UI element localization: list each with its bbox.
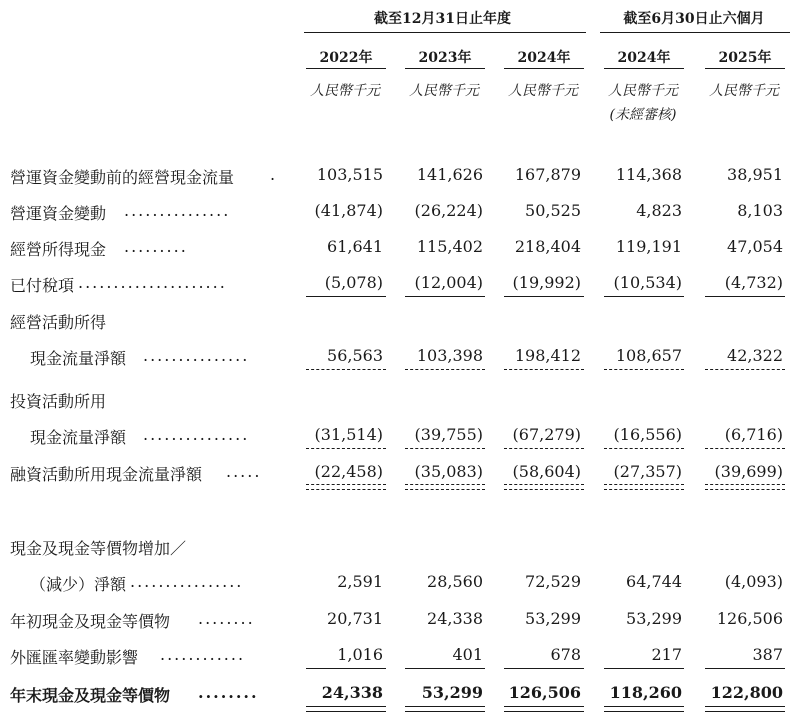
cell-value: 4,823	[636, 201, 682, 220]
year-header-rule	[705, 68, 785, 69]
cell-value: 167,879	[514, 165, 581, 184]
dot-leader: ...............	[143, 425, 250, 444]
group-header-rule	[304, 32, 586, 33]
cell-value: (39,699)	[714, 462, 783, 481]
cell-value: (35,083)	[414, 462, 483, 481]
cell-value: 53,299	[626, 609, 682, 628]
subtotal-rule	[504, 668, 584, 669]
year-header: 2024年	[617, 50, 671, 66]
cell-value: (4,093)	[724, 572, 783, 591]
dot-leader: ...............	[124, 201, 231, 220]
cell-value-total: 24,338	[321, 683, 383, 702]
year-header: 2025年	[718, 50, 772, 66]
cell-value: (10,534)	[613, 273, 682, 292]
cell-value: 72,529	[525, 572, 581, 591]
grand-total-rule	[604, 706, 684, 712]
row-label: 投資活動所用	[10, 392, 107, 411]
cell-value: 198,412	[514, 346, 581, 365]
cell-value: (4,732)	[724, 273, 783, 292]
row-label: 現金流量淨額	[30, 349, 127, 368]
row-label: （減少）淨額	[30, 575, 127, 594]
subtotal-rule	[604, 668, 684, 669]
row-label: 已付稅項	[10, 276, 75, 295]
cell-value-total: 126,506	[508, 683, 581, 702]
cell-value-total: 122,800	[710, 683, 783, 702]
cell-value: 28,560	[427, 572, 483, 591]
cell-value: 24,338	[427, 609, 483, 628]
row-label: 現金及現金等價物增加／	[10, 539, 187, 558]
cell-value: (12,004)	[414, 273, 483, 292]
subtotal-rule	[705, 369, 785, 370]
cell-value: (5,078)	[324, 273, 383, 292]
row-label: 經營所得現金	[10, 240, 107, 259]
subtotal-rule	[604, 296, 684, 297]
year-header-rule	[504, 68, 584, 69]
cell-value: 114,368	[615, 165, 682, 184]
dot-leader: ........	[198, 683, 259, 702]
group-header-rule	[600, 32, 790, 33]
cell-value-total: 118,260	[609, 683, 682, 702]
cell-value: 387	[752, 645, 783, 664]
grand-total-rule	[306, 706, 386, 712]
cell-value: (58,604)	[512, 462, 581, 481]
total-rule	[405, 484, 485, 490]
grand-total-rule	[405, 706, 485, 712]
unit-label: 人民幣千元	[508, 83, 578, 99]
subtotal-rule	[405, 448, 485, 449]
subtotal-rule	[405, 296, 485, 297]
dot-leader: .........	[124, 237, 188, 256]
row-label: 融資活動所用現金流量淨額	[10, 465, 203, 484]
row-label: 經營活動所得	[10, 313, 107, 332]
unit-label: 人民幣千元	[409, 83, 479, 99]
subtotal-rule	[705, 668, 785, 669]
dot-leader: .....	[226, 462, 262, 481]
row-label: 營運資金變動	[10, 204, 107, 223]
subtotal-rule	[504, 448, 584, 449]
dot-leader: ................	[130, 572, 244, 591]
cell-value: 119,191	[615, 237, 682, 256]
group-header-full-year: 截至12月31日止年度	[374, 11, 511, 27]
cell-value: 115,402	[416, 237, 483, 256]
cell-value: 53,299	[525, 609, 581, 628]
subtotal-rule	[504, 296, 584, 297]
subtotal-rule	[405, 668, 485, 669]
cell-value: (22,458)	[314, 462, 383, 481]
row-label: 年初現金及現金等價物	[10, 612, 171, 631]
year-header: 2022年	[319, 50, 373, 66]
unit-label: 人民幣千元	[310, 83, 380, 99]
year-header-rule	[604, 68, 684, 69]
subtotal-rule	[405, 369, 485, 370]
cell-value: 2,591	[337, 572, 383, 591]
cell-value: 678	[550, 645, 581, 664]
cell-value: 47,054	[727, 237, 783, 256]
cell-value: 401	[452, 645, 483, 664]
cell-value: (16,556)	[613, 425, 682, 444]
subtotal-rule	[705, 296, 785, 297]
dot-leader: ............	[160, 645, 246, 664]
cell-value: (67,279)	[512, 425, 581, 444]
subtotal-rule	[604, 369, 684, 370]
cell-value: 103,398	[416, 346, 483, 365]
cell-value: 141,626	[416, 165, 483, 184]
subtotal-rule	[504, 369, 584, 370]
row-label: 現金流量淨額	[30, 428, 127, 447]
subtotal-rule	[306, 668, 386, 669]
grand-total-rule	[705, 706, 785, 712]
subtotal-rule	[306, 296, 386, 297]
unit-label: 人民幣千元	[709, 83, 779, 99]
dot-leader: ........	[198, 609, 255, 628]
cell-value: 42,322	[727, 346, 783, 365]
cell-value: (39,755)	[414, 425, 483, 444]
dot-leader: .	[270, 165, 278, 184]
dot-leader: .....................	[78, 273, 227, 292]
cell-value: (6,716)	[724, 425, 783, 444]
subtotal-rule	[306, 369, 386, 370]
cell-value: 20,731	[327, 609, 383, 628]
total-rule	[705, 484, 785, 490]
subtotal-rule	[306, 448, 386, 449]
cell-value: 50,525	[525, 201, 581, 220]
cell-value: 61,641	[327, 237, 383, 256]
cell-value: (27,357)	[613, 462, 682, 481]
total-rule	[306, 484, 386, 490]
cell-value: 218,404	[514, 237, 581, 256]
cell-value-total: 53,299	[421, 683, 483, 702]
year-header-rule	[306, 68, 386, 69]
row-label: 外匯匯率變動影響	[10, 648, 139, 667]
cell-value: 1,016	[337, 645, 383, 664]
cell-value: 8,103	[737, 201, 783, 220]
row-label-total: 年末現金及現金等價物	[10, 686, 171, 705]
year-header: 2024年	[517, 50, 571, 66]
total-rule	[604, 484, 684, 490]
cell-value: 103,515	[316, 165, 383, 184]
subtotal-rule	[705, 448, 785, 449]
unaudited-label: (未經審核)	[609, 107, 677, 123]
cell-value: (31,514)	[314, 425, 383, 444]
cell-value: 108,657	[615, 346, 682, 365]
grand-total-rule	[504, 706, 584, 712]
cell-value: (41,874)	[314, 201, 383, 220]
year-header-rule	[405, 68, 485, 69]
group-header-half-year: 截至6月30日止六個月	[623, 11, 765, 27]
cell-value: 217	[651, 645, 682, 664]
cell-value: 38,951	[727, 165, 783, 184]
cell-value: (26,224)	[414, 201, 483, 220]
row-label: 營運資金變動前的經營現金流量	[10, 168, 235, 187]
cell-value: 126,506	[716, 609, 783, 628]
cell-value: 64,744	[626, 572, 682, 591]
year-header: 2023年	[418, 50, 472, 66]
subtotal-rule	[604, 448, 684, 449]
unit-label: 人民幣千元	[608, 83, 678, 99]
total-rule	[504, 484, 584, 490]
cell-value: 56,563	[327, 346, 383, 365]
dot-leader: ...............	[143, 346, 250, 365]
cell-value: (19,992)	[512, 273, 581, 292]
